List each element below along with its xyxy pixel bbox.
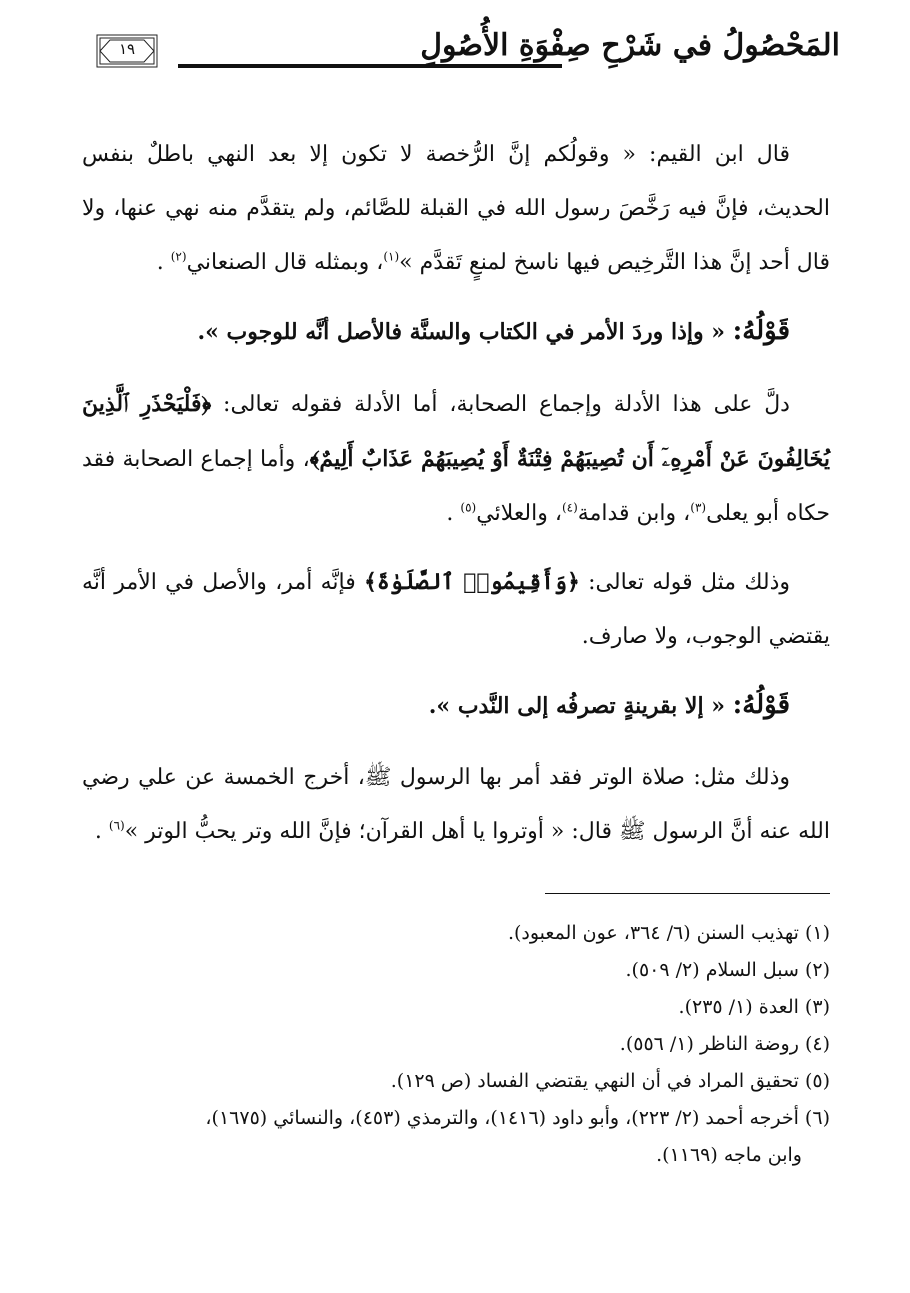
footnote-ref: (٤) bbox=[561, 500, 578, 515]
paragraph-text: وذلك مثل: صلاة الوتر فقد أمر بها الرسول ﷺ، أخرج الخمسة عن علي رضي الله عنه أنَّ الرسول ﷺ قال: « أوتروا يا أهل القرآن؛ فإنَّ الله وتر يحبُّ الوتر » bbox=[82, 765, 830, 844]
heading-text: « إلا بقرينةٍ تصرفُه إلى النَّدب ». bbox=[428, 693, 733, 719]
section-heading-nadb bbox=[82, 678, 830, 733]
paragraph-text: وذلك مثل قوله تعالى: bbox=[579, 570, 790, 595]
paragraph-text: ، وأما إجماع الصحابة فقد حكاه أبو يعلى bbox=[82, 447, 830, 526]
paragraph-text: . bbox=[156, 250, 171, 275]
footnote-item: (٦) أخرجه أحمد (٢/ ٢٢٣)، وأبو داود (١٤١٦)، والترمذي (٤٥٣)، والنسائي (١٦٧٥)، bbox=[205, 1107, 830, 1129]
page-number-badge bbox=[96, 34, 158, 68]
footnote-item: (٢) سبل السلام (٢/ ٥٠٩). bbox=[625, 959, 830, 981]
footnote-ref: (١) bbox=[383, 249, 400, 264]
footnote-separator bbox=[545, 893, 830, 894]
heading-lead: قَوْلُهُ: bbox=[732, 690, 790, 720]
main-text bbox=[82, 128, 830, 873]
footnote-ref: (٦) bbox=[108, 818, 125, 833]
heading-lead: قَوْلُهُ: bbox=[732, 316, 790, 346]
paragraph-witr bbox=[82, 751, 830, 859]
paragraph-text: قال ابن القيم: « وقولُكم إنَّ الرُّخصة لا تكون إلا بعد النهي باطلٌ بنفس الحديث، فإنَّ فيه رَخَّصَ رسول الله في القبلة للصَّائم، ولم يتقدَّم منه نهي عنها، ولا قال أحد إنَّ هذا التَّرخِيص فيها ناسخ لمنعٍ تَقدَّم » bbox=[82, 142, 830, 275]
paragraph-evidence bbox=[82, 377, 830, 541]
paragraph-text: دلَّ على هذا الأدلة وإجماع الصحابة، أما الأدلة فقوله تعالى: bbox=[211, 392, 790, 417]
footnote-item: (١) تهذيب السنن (٦/ ٣٦٤، عون المعبود). bbox=[507, 922, 830, 944]
paragraph-text: فإنَّه أمر، والأصل في الأمر أنَّه يقتضي الوجوب، ولا صارف. bbox=[82, 570, 830, 649]
paragraph-example-salah bbox=[82, 555, 830, 664]
paragraph-text: ، وابن قدامة bbox=[577, 501, 691, 526]
page-header bbox=[80, 22, 840, 92]
quran-verse: ﴿فَلْيَحْذَرِ ٱلَّذِينَ يُخَالِفُونَ عَنْ أَمْرِهِۦٓ أَن تُصِيبَهُمْ فِتْنَةٌ أَوْ يُصِيبَهُمْ عَذَابٌ أَلِيمٌ﴾ bbox=[82, 391, 830, 472]
paragraph-text: . bbox=[94, 819, 109, 844]
paragraph-ibn-qayyim bbox=[82, 128, 830, 290]
footnote-ref: (٥) bbox=[460, 500, 477, 515]
section-heading-wujub bbox=[82, 304, 830, 359]
heading-text: « وإذا وردَ الأمر في الكتاب والسنَّة فالأصل أنَّه للوجوب ». bbox=[197, 319, 733, 345]
paragraph-text: ، وبمثله قال الصنعاني bbox=[186, 250, 384, 275]
footnote-ref: (٢) bbox=[170, 249, 187, 264]
footnote-item: وابن ماجه (١١٦٩). bbox=[656, 1144, 802, 1166]
footnote-item: (٤) روضة الناظر (١/ ٥٥٦). bbox=[619, 1033, 830, 1055]
footnote-item: (٥) تحقيق المراد في أن النهي يقتضي الفساد (ص ١٢٩). bbox=[390, 1070, 830, 1092]
footnotes bbox=[82, 915, 830, 1174]
header-rule bbox=[178, 64, 562, 68]
paragraph-text: ، والعلائي bbox=[476, 501, 562, 526]
footnote-item: (٣) العدة (١/ ٢٣٥). bbox=[678, 996, 830, 1018]
quran-verse: ﴿وَأَقِيمُوا۟ ٱلصَّلَوٰةَ﴾ bbox=[364, 569, 580, 595]
paragraph-text: . bbox=[446, 501, 461, 526]
footnote-ref: (٣) bbox=[690, 500, 707, 515]
page-number: ١٩ bbox=[118, 40, 136, 58]
book-title: المَحْصُولُ في شَرْحِ صِفْوَةِ الأُصُولِ bbox=[420, 28, 840, 63]
